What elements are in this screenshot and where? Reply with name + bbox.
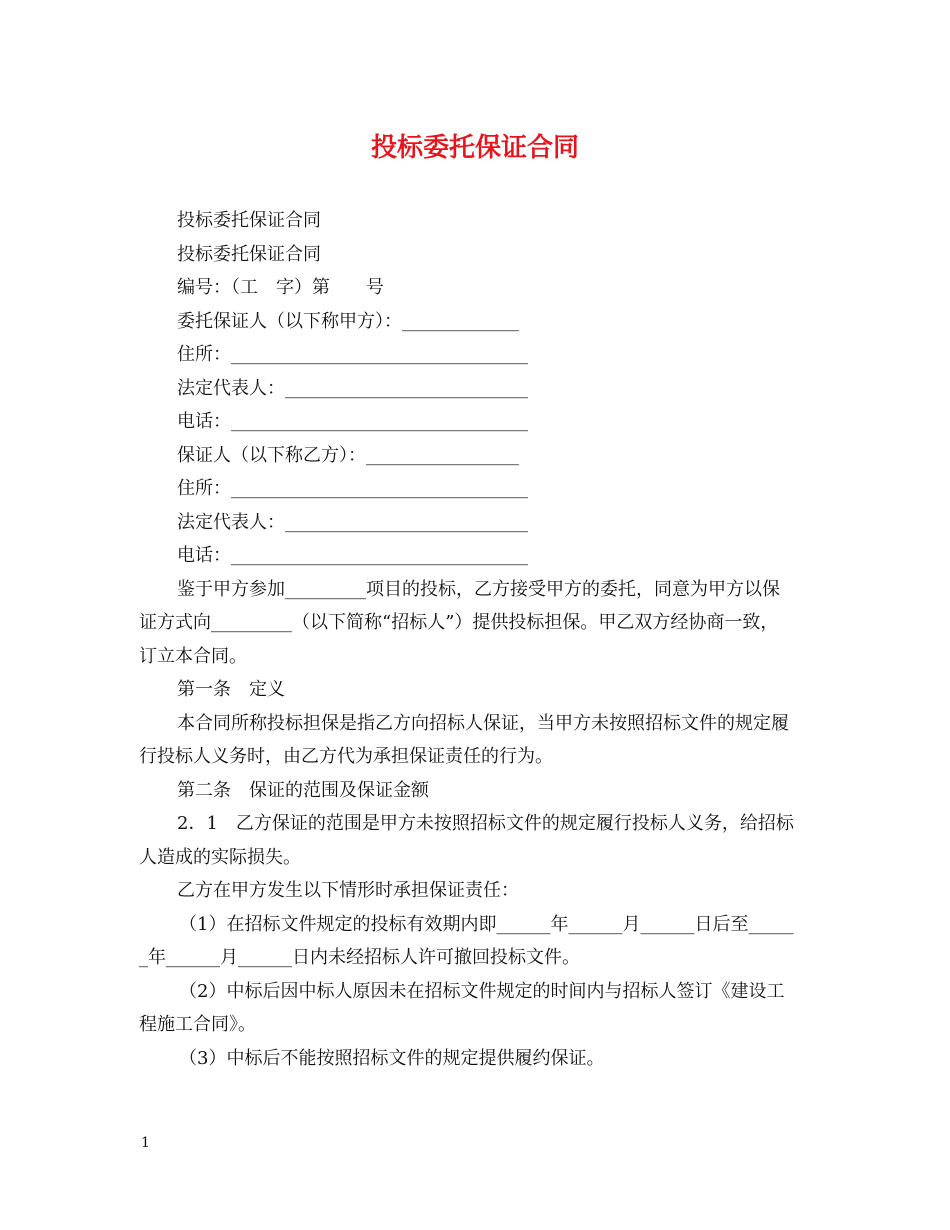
article-heading: 第一条 定义 bbox=[177, 679, 285, 700]
party-a-address-field: 住所：_________________________________ bbox=[177, 344, 528, 365]
body-line: 投标委托保证合同 bbox=[177, 210, 321, 231]
document-title: 投标委托保证合同 bbox=[370, 133, 579, 163]
party-b-address-field: 住所：_________________________________ bbox=[177, 478, 528, 499]
party-a-representative-field: 法定代表人：___________________________ bbox=[177, 377, 528, 399]
document-body bbox=[139, 204, 819, 1075]
list-item-continuation: 程施工合同》。 bbox=[139, 1014, 256, 1035]
body-line: 订立本合同。 bbox=[139, 645, 247, 667]
party-b-phone-field: 电话：_________________________________ bbox=[177, 545, 528, 566]
body-line: 2．1 乙方保证的范围是甲方未按照招标文件的规定履行投标人义务，给招标 bbox=[177, 813, 794, 834]
article-heading: 第二条 保证的范围及保证金额 bbox=[177, 779, 429, 801]
party-a-field: 委托保证人（以下称甲方）：_____________ bbox=[177, 310, 519, 332]
party-a-phone-field: 电话：_________________________________ bbox=[177, 411, 528, 432]
list-item: （3）中标后不能按照招标文件的规定提供履约保证。 bbox=[179, 1047, 605, 1069]
body-line: 本合同所称投标担保是指乙方向招标人保证，当甲方未按照招标文件的规定履 bbox=[177, 712, 789, 734]
body-line: 乙方在甲方发生以下情形时承担保证责任： bbox=[177, 880, 519, 901]
list-item: （1）在招标文件规定的投标有效期内即______年______月______日后至_____ bbox=[179, 913, 794, 935]
contract-number-line: 编号：（工 字）第 号 bbox=[177, 277, 384, 298]
list-item: （2）中标后因中标人原因未在招标文件规定的时间内与招标人签订《建设工 bbox=[179, 980, 785, 1002]
party-b-representative-field: 法定代表人：___________________________ bbox=[177, 511, 528, 533]
party-b-field: 保证人（以下称乙方）：_________________ bbox=[177, 444, 519, 466]
list-item-continuation: _年______月______日内未经招标人许可撤回投标文件。 bbox=[139, 947, 580, 968]
page-number: 1 bbox=[141, 1135, 150, 1151]
body-line: 投标委托保证合同 bbox=[177, 243, 321, 265]
body-line: 人造成的实际损失。 bbox=[139, 846, 301, 868]
body-line: 鉴于甲方参加_________项目的投标，乙方接受甲方的委托，同意为甲方以保 bbox=[177, 578, 780, 600]
body-line: 证方式向_________（以下简称“招标人”）提供投标担保。甲乙双方经协商一致， bbox=[139, 612, 779, 633]
body-line: 行投标人义务时，由乙方代为承担保证责任的行为。 bbox=[139, 746, 553, 767]
